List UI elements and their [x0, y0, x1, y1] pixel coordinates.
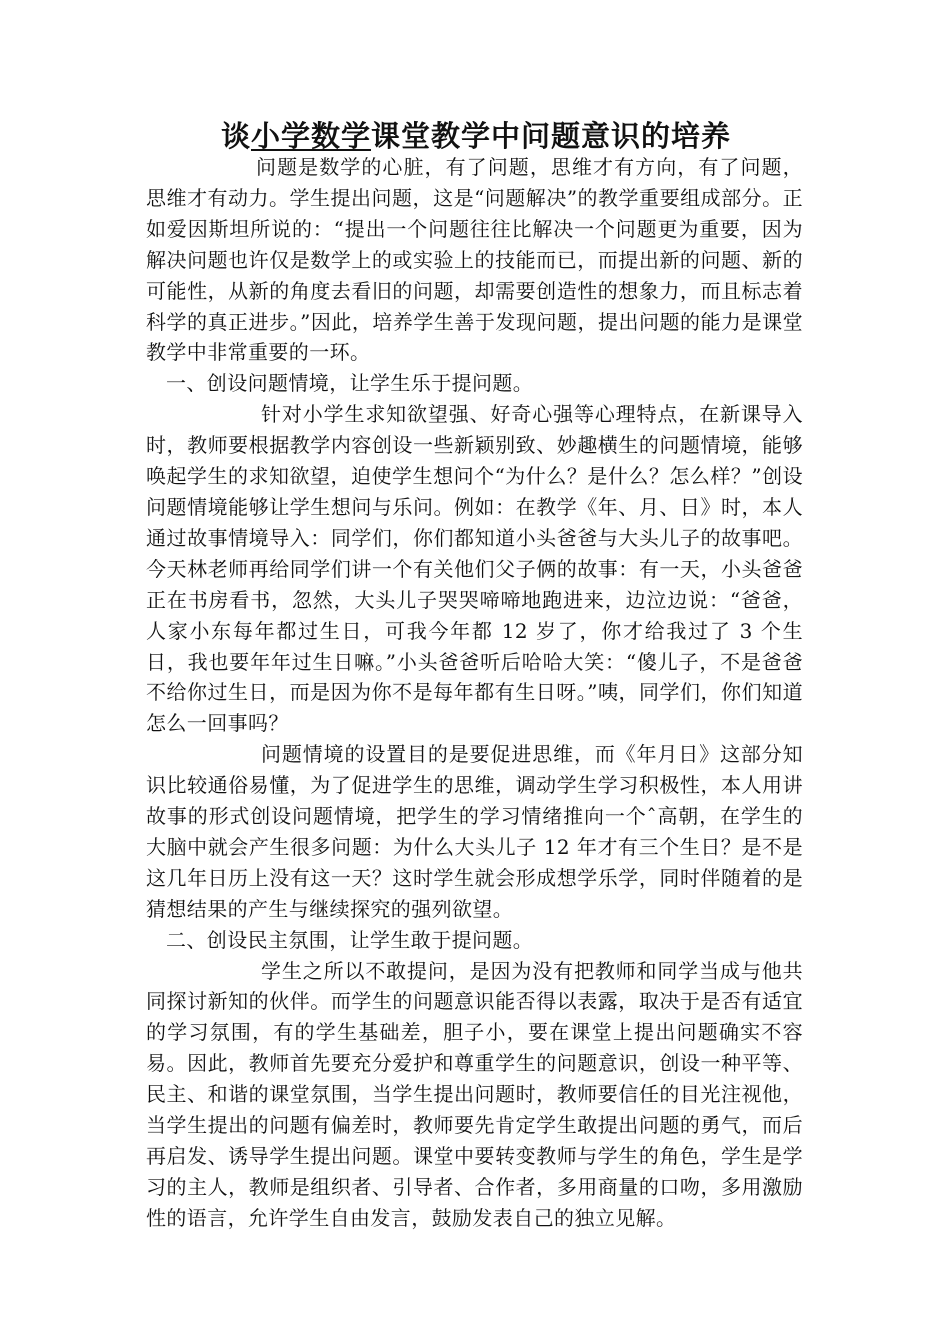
document-title [120, 116, 832, 156]
title-part-1: 谈 [220, 119, 251, 153]
document-body [146, 152, 803, 1234]
title-part-3: 课堂教学中问题意识的培养 [371, 119, 732, 153]
intro-paragraph: 问题是数学的心脏，有了问题，思维才有方向，有了问题，思维才有动力。学生提出问题，这是“问题解决”的教学重要组成部分。正如爱因斯坦所说的：“提出一个问题往往比解决一个问题更为重要，因为解决问题也许仅是数学上的或实验上的技能而已，而提出新的问题、新的可能性，从新的角度去看旧的问题，却需要创造性的想象力，而且标志着科学的真正进步。”因此，培养学生善于发现问题，提出问题的能力是课堂教学中非常重要的一环。 [146, 155, 803, 365]
section-2-paragraph-1: 学生之所以不敢提问，是因为没有把教师和同学当成与他共同探讨新知的伙伴。而学生的问题意识能否得以表露，取决于是否有适宜的学习氛围，有的学生基础差，胆子小，要在课堂上提出问题确实不容易。因此，教师首先要充分爱护和尊重学生的问题意识，创设一种平等、民主、和谐的课堂氛围，当学生提出问题时，教师要信任的目光注视他，当学生提出的问题有偏差时，教师要先肯定学生敢提出问题的勇气，而后再启发、诱导学生提出问题。课堂中要转变教师与学生的角色，学生是学习的主人，教师是组织者、引导者、合作者，多用商量的口吻，多用激励性的语言，允许学生自由发言，鼓励发表自己的独立见解。 [146, 958, 803, 1230]
title-part-2-underlined: 小学数学 [250, 119, 371, 153]
section-heading-2: 二、创设民主氛围，让学生敢于提问题。 [166, 927, 534, 952]
section-1-paragraph-2: 问题情境的设置目的是要促进思维，而《年月日》这部分知识比较通俗易懂，为了促进学生的思维，调动学生学习积极性，本人用讲故事的形式创设问题情境，把学生的学习情绪推向一个ˆ高朝，在学生的大脑中就会产生很多问题：为什么大头儿子 12 年才有三个生日？是不是这几年日历上没有这一天？这时学生就会形成想学乐学，同时伴随着的是猜想结果的产生与继续探究的强列欲望。 [146, 742, 803, 921]
section-1-paragraph-1: 针对小学生求知欲望强、好奇心强等心理特点，在新课导入时，教师要根据教学内容创设一些新颖别致、妙趣横生的问题情境，能够唤起学生的求知欲望，迫使学生想问个“为什么？是什么？怎么样？”创设问题情境能够让学生想问与乐问。例如：在教学《年、月、日》时，本人通过故事情境导入：同学们，你们都知道小头爸爸与大头儿子的故事吧。今天林老师再给同学们讲一个有关他们父子俩的故事：有一天，小头爸爸正在书房看书，忽然，大头儿子哭哭啼啼地跑进来，边泣边说：“爸爸，人家小东每年都过生日，可我今年都 12 岁了，你才给我过了 3 个生日，我也要年年过生日嘛。”小头爸爸听后哈哈大笑：“傻儿子，不是爸爸不给你过生日，而是因为你不是每年都有生日呀。”咦，同学们，你们知道怎么一回事吗？ [146, 402, 803, 736]
section-heading-1: 一、创设问题情境，让学生乐于提问题。 [166, 371, 534, 396]
